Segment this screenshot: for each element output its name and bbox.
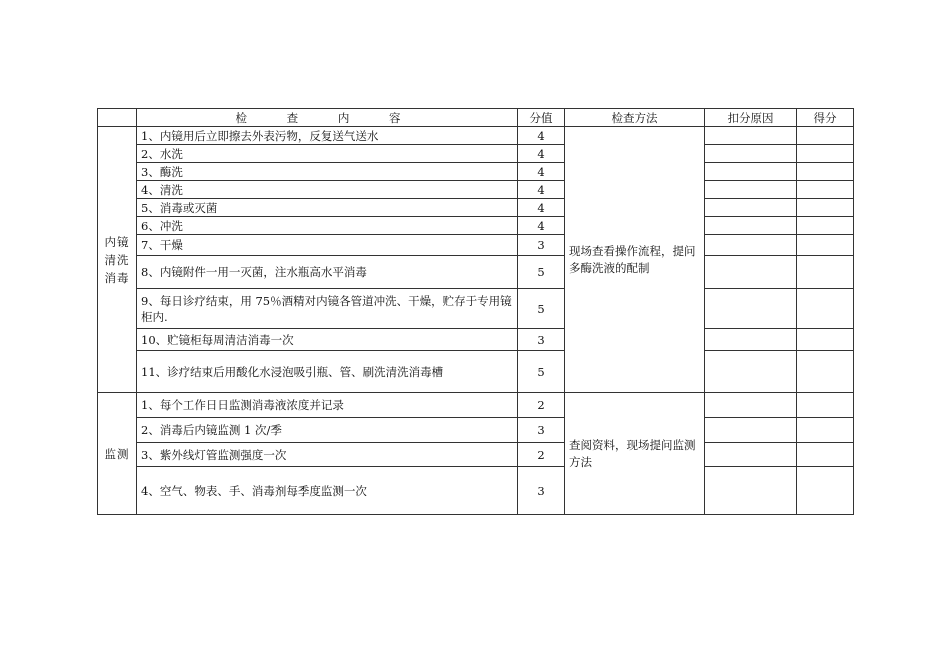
table-row bbox=[98, 127, 854, 145]
header-content bbox=[137, 109, 518, 127]
item-content: 4、清洗 bbox=[137, 181, 518, 199]
item-content: 8、内镜附件一用一灭菌，注水瓶高水平消毒 bbox=[137, 256, 518, 289]
header-method: 检查方法 bbox=[565, 109, 705, 127]
item-reason bbox=[705, 145, 797, 163]
category-label: 监测 bbox=[104, 446, 130, 461]
table-row bbox=[98, 443, 854, 467]
item-reason bbox=[705, 199, 797, 217]
item-points bbox=[797, 127, 854, 145]
item-points bbox=[797, 289, 854, 329]
item-reason bbox=[705, 127, 797, 145]
table-row bbox=[98, 329, 854, 351]
item-points bbox=[797, 418, 854, 443]
item-reason bbox=[705, 256, 797, 289]
item-points bbox=[797, 443, 854, 467]
item-points bbox=[797, 329, 854, 351]
item-reason bbox=[705, 351, 797, 393]
table-row bbox=[98, 181, 854, 199]
table-row bbox=[98, 289, 854, 329]
item-score: 4 bbox=[518, 163, 565, 181]
category-cell-monitoring bbox=[98, 393, 137, 515]
item-score: 4 bbox=[518, 181, 565, 199]
item-content: 9、每日诊疗结束，用 75％酒精对内镜各管道冲洗、干燥，贮存于专用镜柜内. bbox=[137, 289, 518, 329]
item-points bbox=[797, 351, 854, 393]
table-row bbox=[98, 235, 854, 256]
item-score: 3 bbox=[518, 467, 565, 515]
item-content: 7、干燥 bbox=[137, 235, 518, 256]
item-content: 2、消毒后内镜监测 1 次/季 bbox=[137, 418, 518, 443]
table-row bbox=[98, 418, 854, 443]
item-points bbox=[797, 181, 854, 199]
header-content-label: 检 查 内 容 bbox=[235, 110, 419, 125]
item-score: 3 bbox=[518, 329, 565, 351]
item-score: 5 bbox=[518, 289, 565, 329]
item-content: 11、诊疗结束后用酸化水浸泡吸引瓶、管、刷洗清洗消毒槽 bbox=[137, 351, 518, 393]
item-points bbox=[797, 467, 854, 515]
item-content: 6、冲洗 bbox=[137, 217, 518, 235]
table-row bbox=[98, 199, 854, 217]
category-label: 内镜清洗消毒 bbox=[104, 234, 130, 285]
item-reason bbox=[705, 163, 797, 181]
header-row bbox=[98, 109, 854, 127]
item-content: 2、水洗 bbox=[137, 145, 518, 163]
item-reason bbox=[705, 393, 797, 418]
item-reason bbox=[705, 467, 797, 515]
item-points bbox=[797, 393, 854, 418]
table-row bbox=[98, 163, 854, 181]
header-category bbox=[98, 109, 137, 127]
item-score: 4 bbox=[518, 199, 565, 217]
item-reason bbox=[705, 235, 797, 256]
item-score: 2 bbox=[518, 393, 565, 418]
item-points bbox=[797, 217, 854, 235]
method-cell-monitoring bbox=[565, 393, 705, 515]
item-content: 1、每个工作日日监测消毒液浓度并记录 bbox=[137, 393, 518, 418]
table-row bbox=[98, 351, 854, 393]
item-content: 3、酶洗 bbox=[137, 163, 518, 181]
item-points bbox=[797, 256, 854, 289]
item-score: 4 bbox=[518, 145, 565, 163]
header-deduction-reason: 扣分原因 bbox=[705, 109, 797, 127]
item-score: 2 bbox=[518, 443, 565, 467]
item-content: 3、紫外线灯管监测强度一次 bbox=[137, 443, 518, 467]
item-reason bbox=[705, 443, 797, 467]
method-cell-cleaning bbox=[565, 127, 705, 393]
category-cell-cleaning bbox=[98, 127, 137, 393]
item-content: 5、消毒或灭菌 bbox=[137, 199, 518, 217]
table-row bbox=[98, 256, 854, 289]
item-reason bbox=[705, 217, 797, 235]
item-reason bbox=[705, 329, 797, 351]
item-score: 3 bbox=[518, 418, 565, 443]
item-points bbox=[797, 235, 854, 256]
item-score: 4 bbox=[518, 217, 565, 235]
item-reason bbox=[705, 418, 797, 443]
item-content: 1、内镜用后立即擦去外表污物，反复送气送水 bbox=[137, 127, 518, 145]
item-reason bbox=[705, 181, 797, 199]
table-row bbox=[98, 393, 854, 418]
item-points bbox=[797, 199, 854, 217]
item-content: 10、贮镜柜每周清洁消毒一次 bbox=[137, 329, 518, 351]
method-label: 现场查看操作流程，提问多酶洗液的配制 bbox=[569, 243, 696, 275]
item-score: 5 bbox=[518, 256, 565, 289]
table-row bbox=[98, 467, 854, 515]
item-points bbox=[797, 145, 854, 163]
header-points: 得分 bbox=[797, 109, 854, 127]
header-score: 分值 bbox=[518, 109, 565, 127]
item-score: 4 bbox=[518, 127, 565, 145]
item-reason bbox=[705, 289, 797, 329]
table-row bbox=[98, 217, 854, 235]
item-points bbox=[797, 163, 854, 181]
inspection-table bbox=[97, 108, 854, 515]
item-score: 5 bbox=[518, 351, 565, 393]
table-row bbox=[98, 145, 854, 163]
item-score: 3 bbox=[518, 235, 565, 256]
method-label: 查阅资料，现场提问监测方法 bbox=[569, 437, 696, 469]
item-content: 4、空气、物表、手、消毒剂每季度监测一次 bbox=[137, 467, 518, 515]
